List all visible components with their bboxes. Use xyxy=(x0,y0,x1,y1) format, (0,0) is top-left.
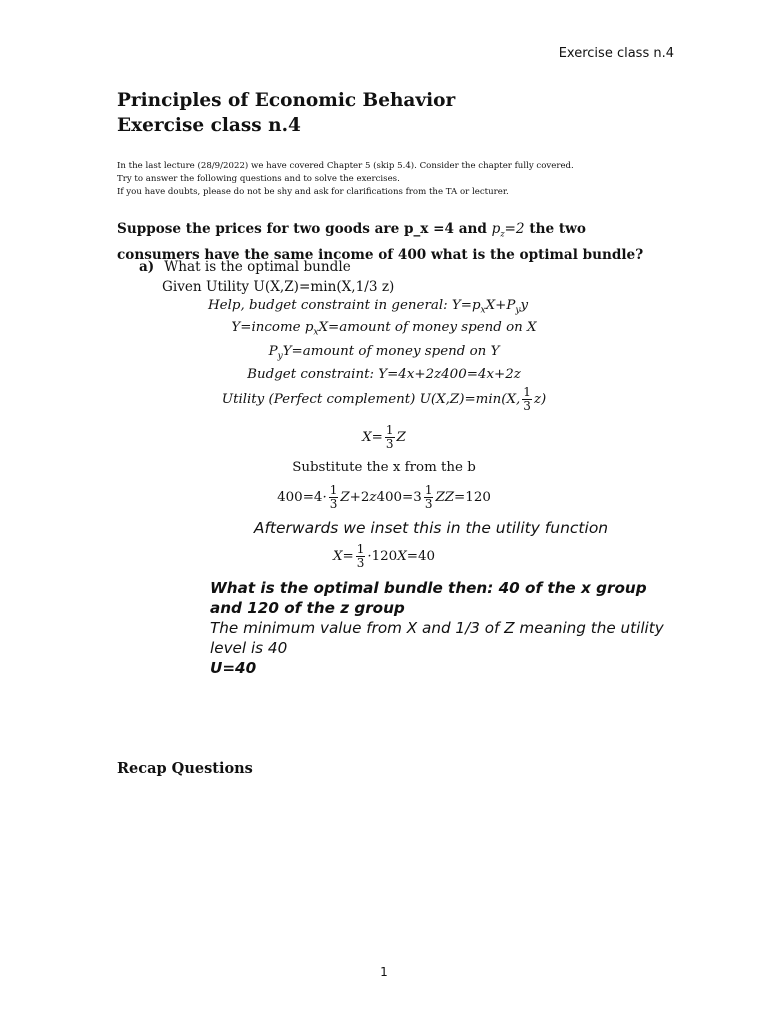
item-a-text: What is the optimal bundle xyxy=(164,259,351,275)
x-solution-equation: X= $\frac{1}{3}$ ·120X=40 xyxy=(332,542,436,570)
intro-line: If you have doubts, please do not be shy and ask for clarifications from the TA or lecturer. xyxy=(117,187,509,197)
result-block xyxy=(210,578,670,678)
help-label: Help, budget constraint in general: xyxy=(208,298,452,313)
budget-constraint: Budget constraint: Y=4x+2z400=4x+2z xyxy=(247,367,521,382)
intro-line: In the last lecture (28/9/2022) we have covered Chapter 5 (skip 5.4). Consider the chapter fully covered. xyxy=(117,161,574,171)
help-budget-line: Help, budget constraint in general: $Y=p_xX+P_yy$ xyxy=(208,298,529,316)
optimal-bundle-answer: What is the optimal bundle then: 40 of the x group and 120 of the z group xyxy=(210,579,647,617)
x-equals-third-z: X= $\frac{1}{3}$ Z xyxy=(362,423,406,451)
item-a-label: a) xyxy=(139,259,155,275)
money-y-equation: $P_yY=amount$ of money spend on Y xyxy=(268,344,500,362)
given-utility: Given Utility U(X,Z)=min(X,1/3 z) xyxy=(162,279,395,295)
item-a xyxy=(139,259,351,275)
utility-explanation: The minimum value from X and 1/3 of Z meaning the utility level is 40 xyxy=(210,619,664,657)
intro-line: Try to answer the following questions and to solve the exercises. xyxy=(117,174,400,184)
substitute-text: Substitute the x from the b xyxy=(292,460,476,475)
intro-paragraph xyxy=(117,160,574,199)
pz-symbol: $p_z=2$ xyxy=(491,221,525,239)
afterwards-text: Afterwards we inset this in the utility function xyxy=(253,519,609,537)
substitution-equation: 400=4· $\frac{1}{3}$ Z+2z400=3 $\frac{1}{3}$ ZZ=120 xyxy=(277,483,491,511)
title-line-2: Exercise class n.4 xyxy=(117,115,301,136)
utility-equation: Utility (Perfect complement) U(X,Z)=min(X, $\frac{1}{3}$ z) xyxy=(221,385,547,413)
income-equation: Y=income $p_xX=amount$ of money spend on X xyxy=(231,320,537,338)
question-part-1: Suppose the prices for two goods are p_x =4 and xyxy=(117,221,492,237)
title-line-1: Principles of Economic Behavior xyxy=(117,90,456,111)
document-title xyxy=(117,88,455,138)
page-number: 1 xyxy=(380,965,388,979)
question-part-2: the two consumers have the same income of 400 what is the optimal bundle? xyxy=(117,221,644,263)
recap-heading: Recap Questions xyxy=(117,760,253,777)
running-header: Exercise class n.4 xyxy=(558,46,674,61)
utility-value: U=40 xyxy=(210,659,257,677)
